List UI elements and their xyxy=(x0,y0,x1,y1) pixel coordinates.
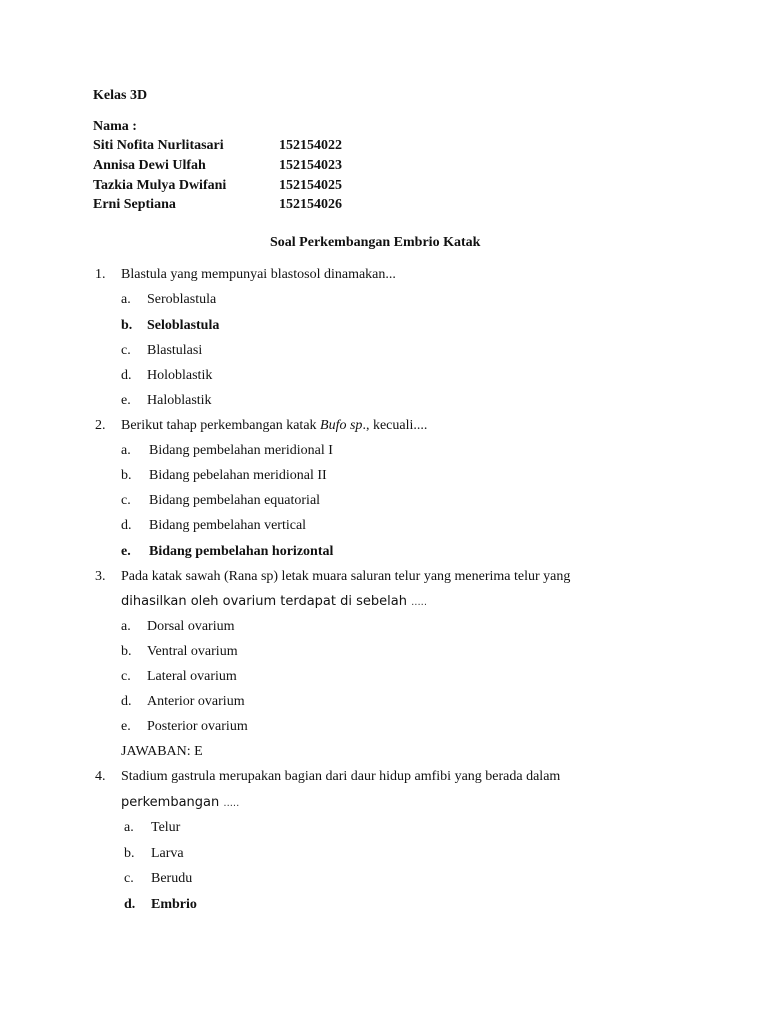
option-letter: d. xyxy=(121,368,132,383)
member-name: Erni Septiana xyxy=(93,197,176,212)
option-text: Bidang pembelahan vertical xyxy=(149,518,307,533)
blank-dots: ..... xyxy=(223,798,240,809)
blank-dots: ..... xyxy=(411,597,428,608)
option-text: Posterior ovarium xyxy=(147,719,248,734)
question-text-part: ., kecuali.... xyxy=(362,418,428,433)
question-text-continued xyxy=(121,594,427,611)
member-nim: 152154022 xyxy=(279,138,342,153)
question-text-part: Berikut tahap perkembangan katak xyxy=(121,418,321,433)
question-number: 1. xyxy=(95,267,106,282)
option-text: Holoblastik xyxy=(147,368,213,383)
option-text: Lateral ovarium xyxy=(147,669,237,684)
option-letter: a. xyxy=(124,820,134,835)
option-letter: e. xyxy=(121,719,131,734)
question-text: Pada katak sawah (Rana sp) letak muara saluran telur yang menerima telur yang xyxy=(121,569,571,584)
option-letter: a. xyxy=(121,443,131,458)
option-text: Bidang pembelahan meridional I xyxy=(149,443,333,458)
option-text: Dorsal ovarium xyxy=(147,619,235,634)
member-nim: 152154023 xyxy=(279,158,342,173)
option-letter: c. xyxy=(121,669,131,684)
option-text: Berudu xyxy=(151,871,193,886)
option-text: Telur xyxy=(151,820,181,835)
question-text-part: dihasilkan oleh ovarium terdapat di sebelah xyxy=(121,594,407,609)
option-text: Larva xyxy=(151,846,184,861)
option-letter: e. xyxy=(121,393,131,408)
option-text-correct: Embrio xyxy=(151,897,197,912)
question-number: 2. xyxy=(95,418,106,433)
option-letter: c. xyxy=(121,343,131,358)
answer-key: JAWABAN: E xyxy=(121,744,203,759)
option-letter: d. xyxy=(121,518,132,533)
option-text: Ventral ovarium xyxy=(147,644,238,659)
species-name: Bufo sp xyxy=(320,418,363,433)
option-text: Anterior ovarium xyxy=(147,694,245,709)
option-letter: d. xyxy=(121,694,132,709)
option-text-correct: Bidang pembelahan horizontal xyxy=(149,544,334,559)
option-letter: a. xyxy=(121,619,131,634)
option-letter: b. xyxy=(121,468,132,483)
option-text: Haloblastik xyxy=(147,393,212,408)
option-letter: a. xyxy=(121,292,131,307)
option-letter: e. xyxy=(121,544,131,559)
class-label: Kelas 3D xyxy=(93,88,148,103)
option-text-correct: Seloblastula xyxy=(147,318,220,333)
member-nim: 152154026 xyxy=(279,197,342,212)
member-name: Annisa Dewi Ulfah xyxy=(93,158,206,173)
option-letter: d. xyxy=(124,897,136,912)
document-title: Soal Perkembangan Embrio Katak xyxy=(270,235,481,250)
option-letter: b. xyxy=(121,644,132,659)
option-letter: b. xyxy=(124,846,135,861)
member-nim: 152154025 xyxy=(279,178,342,193)
question-text: Stadium gastrula merupakan bagian dari daur hidup amfibi yang berada dalam xyxy=(121,769,561,784)
question-text-continued xyxy=(121,795,239,812)
option-letter: c. xyxy=(124,871,134,886)
option-text: Seroblastula xyxy=(147,292,217,307)
question-text xyxy=(121,418,427,434)
member-name: Tazkia Mulya Dwifani xyxy=(93,178,227,193)
option-text: Bidang pembelahan equatorial xyxy=(149,493,321,508)
question-text-part: perkembangan xyxy=(121,795,220,810)
option-letter: c. xyxy=(121,493,131,508)
option-letter: b. xyxy=(121,318,133,333)
option-text: Bidang pebelahan meridional II xyxy=(149,468,327,483)
question-number: 4. xyxy=(95,769,106,784)
question-text: Blastula yang mempunyai blastosol dinamakan... xyxy=(121,267,396,282)
question-number: 3. xyxy=(95,569,106,584)
member-name: Siti Nofita Nurlitasari xyxy=(93,138,224,153)
name-label: Nama : xyxy=(93,119,137,134)
option-text: Blastulasi xyxy=(147,343,203,358)
